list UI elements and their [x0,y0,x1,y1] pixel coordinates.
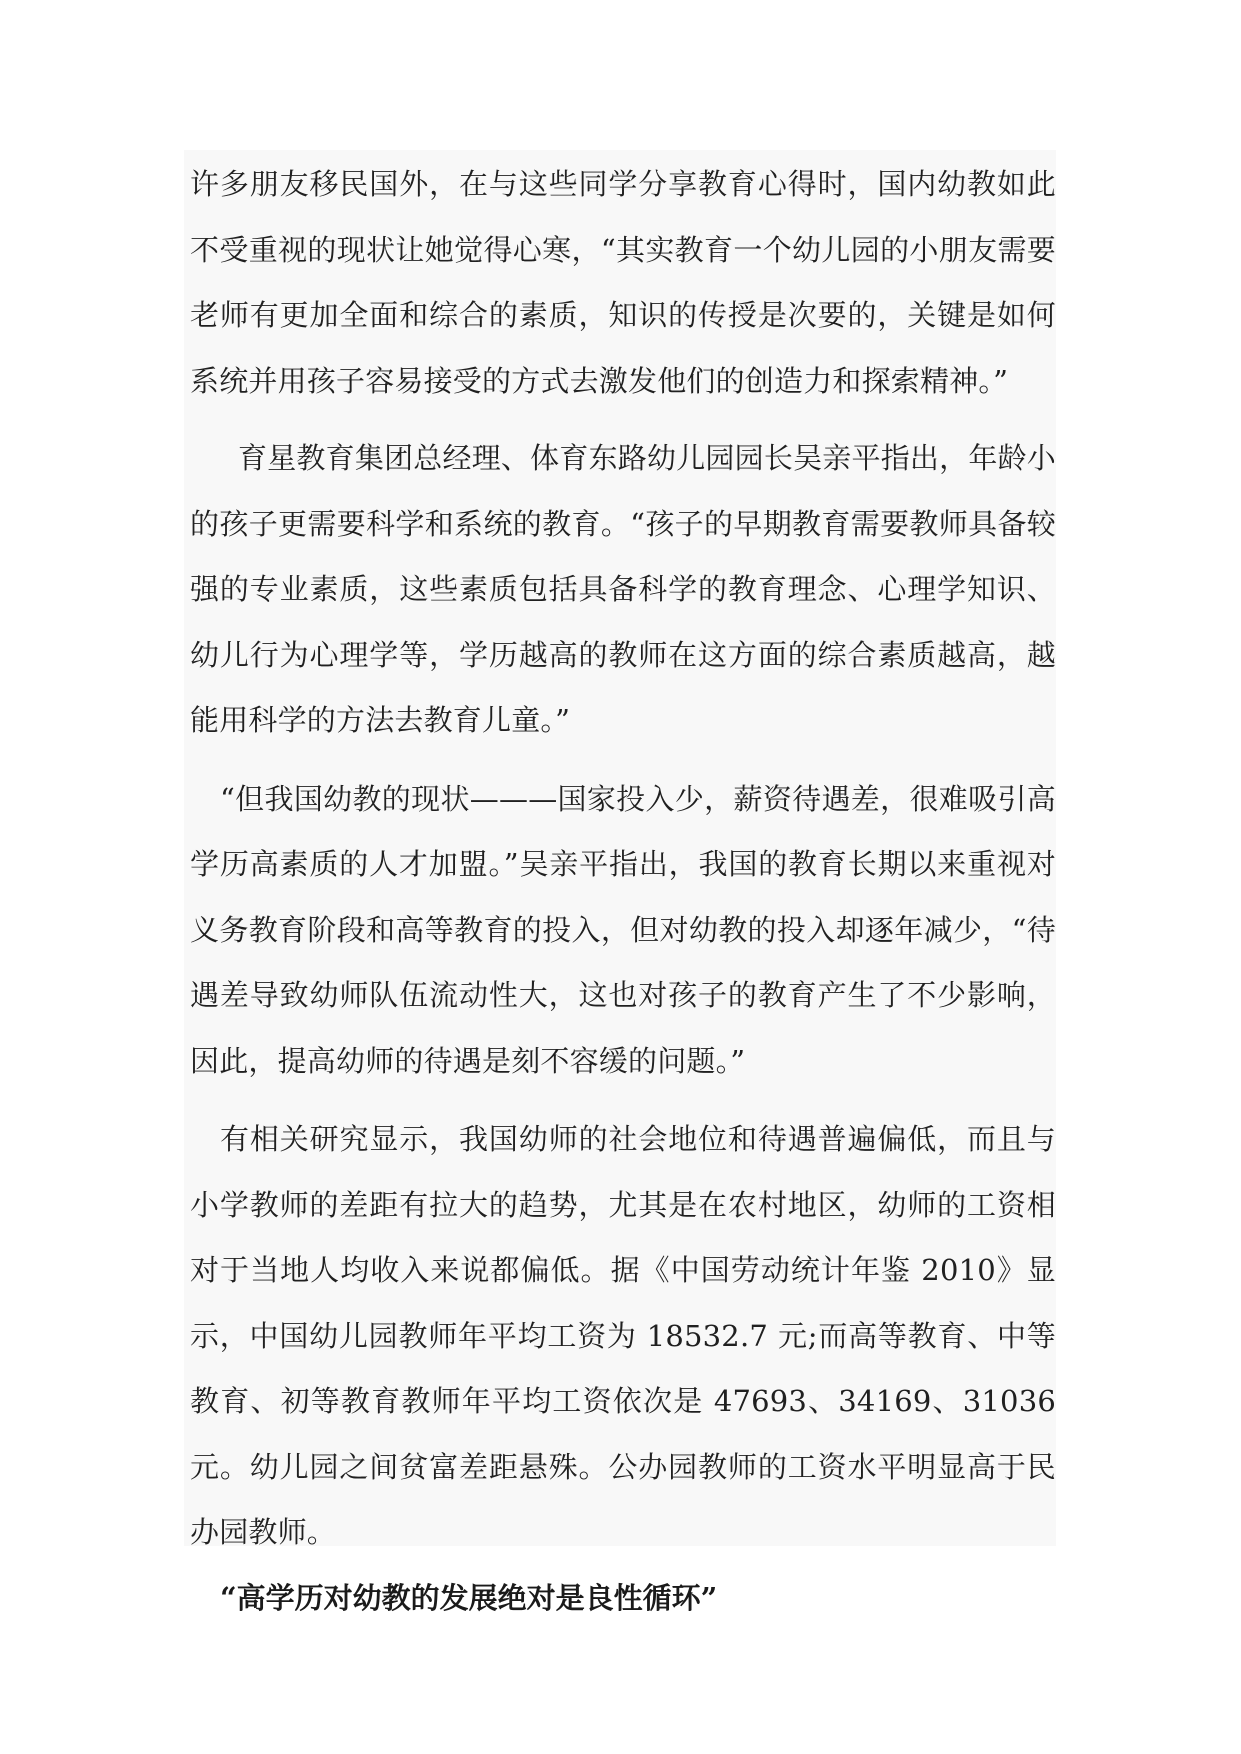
paragraph-1: 许多朋友移民国外，在与这些同学分享教育心得时，国内幼教如此不受重视的现状让她觉得心寒，“其实教育一个幼儿园的小朋友需要老师有更加全面和综合的素质，知识的传授是次要的，关键是如何系统并用孩子容易接受的方式去激发他们的创造力和探索精神。” [190,167,1056,398]
paragraph-4: 有相关研究显示，我国幼师的社会地位和待遇普遍偏低，而且与小学教师的差距有拉大的趋势，尤其是在农村地区，幼师的工资相对于当地人均收入来说都偏低。据《中国劳动统计年鉴 2010》显示，中国幼儿园教师年平均工资为 18532.7 元;而高等教育、中等教育、初等教育教师年平均工资依次是 47693、34169、31036 元。幼儿园之间贫富差距悬殊。公办园教师的工资水平明显高于民办园教师。 [190,1122,1056,1549]
paragraph-3: “但我国幼教的现状———国家投入少，薪资待遇差，很难吸引高学历高素质的人才加盟。”吴亲平指出，我国的教育长期以来重视对义务教育阶段和高等教育的投入，但对幼教的投入却逐年减少，“待遇差导致幼师队伍流动性大，这也对孩子的教育产生了不少影响，因此，提高幼师的待遇是刻不容缓的问题。” [190,781,1056,1078]
paragraph-2: 育星教育集团总经理、体育东路幼儿园园长吴亲平指出，年龄小的孩子更需要科学和系统的教育。“孩子的早期教育需要教师具备较强的专业素质，这些素质包括具备科学的教育理念、心理学知识、幼儿行为心理学等，学历越高的教师在这方面的综合素质越高，越能用科学的方法去教育儿童。” [190,441,1056,737]
article-body [184,150,1056,1615]
section-subheading: “高学历对幼教的发展绝对是良性循环” [220,1580,718,1615]
